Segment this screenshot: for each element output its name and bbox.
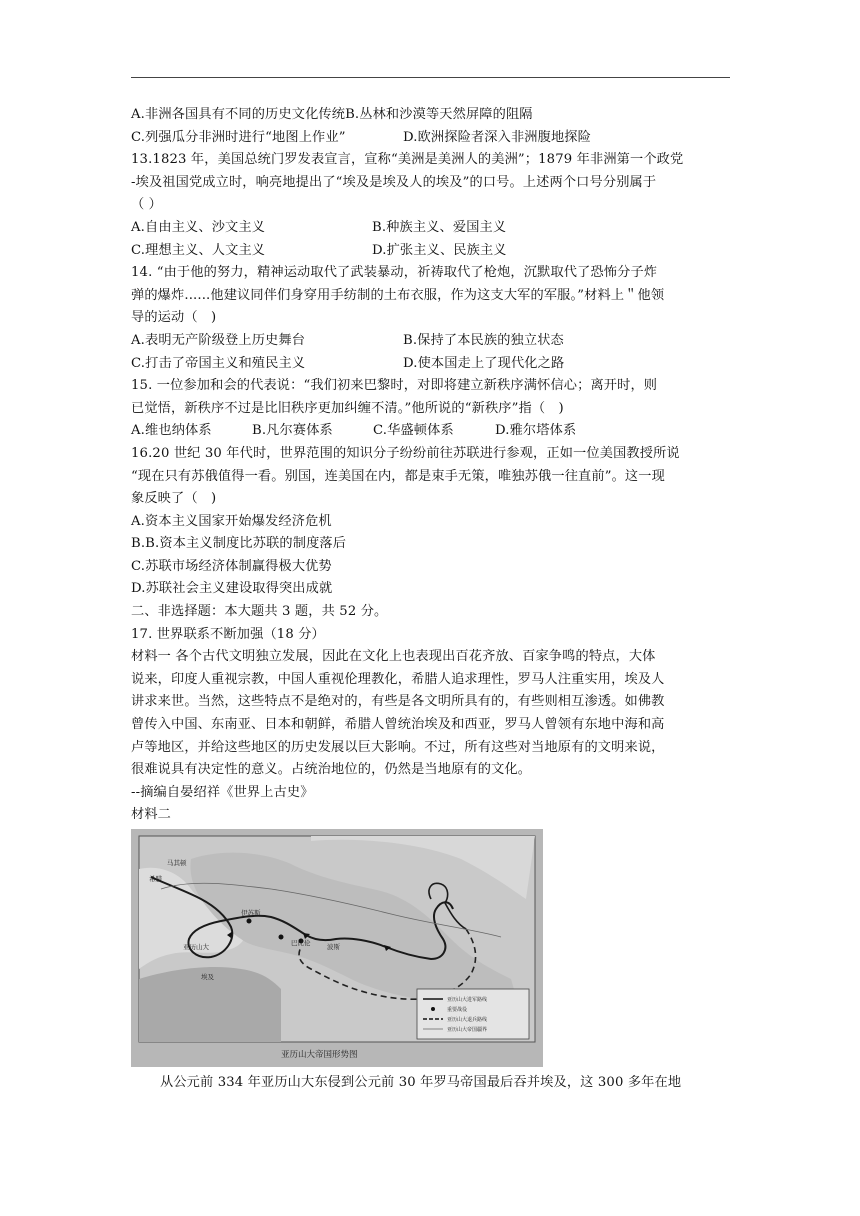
q15-options [131,420,736,443]
q16-option-d: D.苏联社会主义建设取得突出成就 [131,581,333,597]
q12-option-d: D.欧洲探险者深入非洲腹地探险 [403,129,591,145]
q17-material1: 曾传入中国、东南亚、日本和朝鲜，希腊人曾统治埃及和西亚，罗马人曾领有东地中海和高 [131,717,665,733]
q14-option-a: A.表明无产阶级登上历史舞台 [131,332,306,348]
map-image [131,829,543,1067]
q15-option-d: D.雅尔塔体系 [495,423,577,439]
map-label: 伊苏斯 [241,909,261,917]
alexander-empire-map [131,829,543,1067]
q15-stem: 15. 一位参加和会的代表说：“我们初来巴黎时，对即将建立新秩序满怀信心；离开时，则 [131,378,658,394]
legend-item: 亚历山大退兵路线 [447,1017,488,1023]
q13-options-cd [131,240,736,263]
map-label: 巴比伦 [291,939,311,947]
q14-options-ab [131,330,736,353]
map-label: 希腊 [149,875,162,883]
map-label: 埃及 [201,973,214,981]
q14-option-b: B.保持了本民族的独立状态 [403,332,564,348]
q13-option-c: C.理想主义、人文主义 [131,242,266,258]
q17-material1: 说来，印度人重视宗教，中国人重视伦理教化，希腊人追求理性，罗马人注重实用，埃及人 [131,671,665,687]
q16-option-b: B.B.资本主义制度比苏联的制度落后 [131,536,347,552]
q17-material1: 很难说具有决定性的意义。占统治地位的，仍然是当地原有的文化。 [131,762,532,778]
q12-options-ab [131,104,736,127]
q12-options-cd [131,127,736,150]
section-heading: 二、非选择题：本大题共 3 题，共 52 分。 [131,604,388,620]
q13-option-b: B.种族主义、爱国主义 [372,219,507,235]
q17-material1: 卢等地区，并给这些地区的历史发展以巨大影响。不过，所有这些对当地原有的文明来说， [131,739,665,755]
legend-item: 重要战役 [447,1007,468,1013]
q17-material1: 材料一 各个古代文明独立发展，因此在文化上也表现出百花齐放、百家争鸣的特点，大体 [131,649,656,665]
q12-option-b: B.丛林和沙漠等天然屏障的阻隔 [345,107,533,122]
q15-option-a: A.维也纳体系 [131,423,212,439]
battle-marker [279,935,284,940]
q16-option-c: C.苏联市场经济体制赢得极大优势 [131,558,332,574]
map-label: 马其顿 [167,859,187,867]
q14-option-d: D.使本国走上了现代化之路 [403,355,565,371]
battle-marker [247,919,252,924]
q14-options-cd [131,353,736,376]
map-label: 波斯 [327,943,340,951]
q15-stem: 已觉悟，新秩序不过是比旧秩序更加纠缠不清。”他所说的“新秩序”指（ ) [131,400,564,416]
q13-answer-blank: （ ） [131,197,163,213]
q17-material2-label: 材料二 [131,807,172,823]
q13-options-ab [131,217,736,240]
legend-item: 亚历山大帝国疆界 [447,1027,488,1033]
map-label: 亚历山大 [183,943,209,951]
q13-stem: -埃及祖国党成立时，响亮地提出了“埃及是埃及人的埃及”的口号。上述两个口号分别属于 [131,174,657,190]
q13-option-d: D.扩张主义、民族主义 [372,242,507,258]
q15-option-b: B.凡尔赛体系 [252,423,333,439]
q14-option-c: C.打击了帝国主义和殖民主义 [131,355,306,371]
q14-stem: 弹的爆炸......他建议同伴们身穿用手纺制的土布衣服，作为这支大军的军服。”材料上＂他领 [131,287,665,303]
q12-option-a: A.非洲各国具有不同的历史文化传统 [131,107,346,122]
q13-option-a: A.自由主义、沙文主义 [131,219,266,235]
q16-stem: “现在只有苏俄值得一看。别国，连美国在内，都是束手无策，唯独苏俄一往直前”。这一现 [131,468,665,484]
q15-option-c: C.华盛顿体系 [373,423,454,439]
q16-stem: 象反映了（ ) [131,491,217,507]
q14-stem: 14. “由于他的努力，精神运动取代了武装暴动，祈祷取代了枪炮，沉默取代了恐怖分子炸 [131,265,658,281]
q14-stem: 导的运动（ ) [131,310,217,326]
header-rule [131,77,730,78]
q12-option-c: C.列强瓜分非洲时进行“地图上作业” [131,129,346,145]
q17-source: --摘编自晏绍祥《世界上古史》 [131,784,314,800]
exam-page [131,104,736,827]
q17-title: 17. 世界联系不断加强（18 分） [131,626,325,642]
q16-stem: 16.20 世纪 30 年代时，世界范围的知识分子纷纷前往苏联进行参观，正如一位美国教授所说 [131,445,680,461]
map-caption: 亚历山大帝国形势图 [281,1050,358,1060]
q17-material2-text: 从公元前 334 年亚历山大东侵到公元前 30 年罗马帝国最后吞并埃及，这 300 多年在地 [160,1075,682,1090]
q17-material1: 讲求来世。当然，这些特点不是绝对的，有些是各文明所具有的，有些则相互渗透。如佛教 [131,694,665,710]
q16-option-a: A.资本主义国家开始爆发经济危机 [131,513,332,529]
legend-item: 亚历山大进军路线 [447,997,488,1003]
q13-stem: 13.1823 年，美国总统门罗发表宣言，宣称“美洲是美洲人的美洲”；1879 年非洲第一个政党 [131,152,684,168]
map-legend [417,989,529,1039]
